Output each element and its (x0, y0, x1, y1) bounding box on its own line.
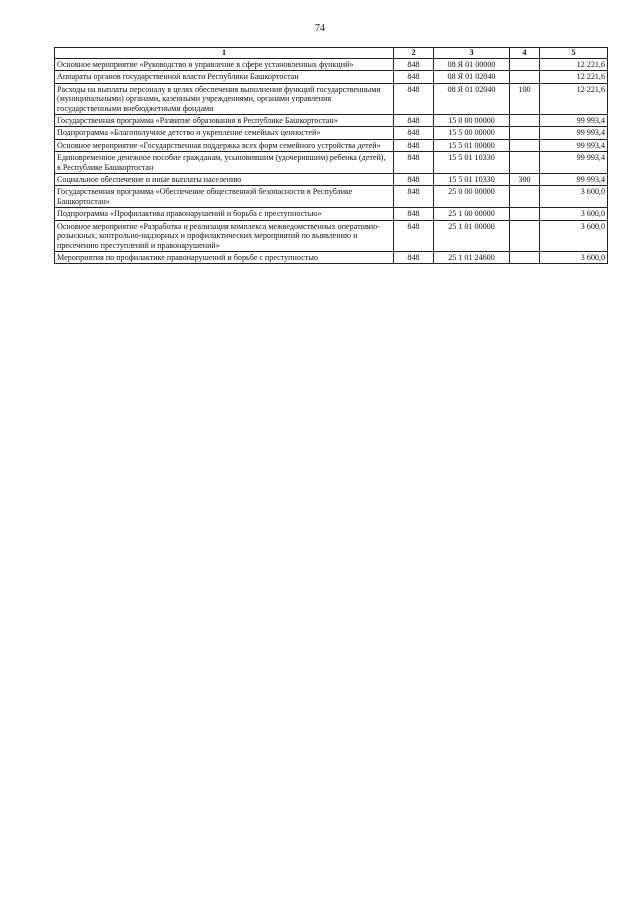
row-name-cell: Единовременное денежное пособие гражданам, усыновившим (удочерившим) ребенка (детей), в Республике Башкортостан (55, 152, 394, 174)
row-expense-type-cell (510, 152, 540, 174)
column-header-2: 2 (394, 48, 434, 59)
row-ministry-code-cell: 848 (394, 251, 434, 263)
row-ministry-code-cell: 848 (394, 152, 434, 174)
row-ministry-code-cell: 848 (394, 220, 434, 251)
row-target-article-cell: 25 1 01 00000 (434, 220, 510, 251)
column-header-5: 5 (540, 48, 608, 59)
table-header-row (55, 48, 608, 59)
table-body (55, 59, 608, 264)
row-amount-cell: 12 221,6 (540, 59, 608, 71)
table-row (55, 251, 608, 263)
row-target-article-cell: 15 5 00 00000 (434, 127, 510, 139)
row-amount-cell: 99 993,4 (540, 139, 608, 151)
budget-table (54, 47, 608, 264)
table-row (55, 186, 608, 208)
row-ministry-code-cell: 848 (394, 71, 434, 83)
row-expense-type-cell (510, 115, 540, 127)
row-ministry-code-cell: 848 (394, 174, 434, 186)
row-name-cell: Социальное обеспечение и иные выплаты населению (55, 174, 394, 186)
table-row (55, 83, 608, 114)
row-name-cell: Подпрограмма «Профилактика правонарушений и борьба с преступностью» (55, 208, 394, 220)
row-amount-cell: 99 993,4 (540, 174, 608, 186)
table-row (55, 139, 608, 151)
row-target-article-cell: 08 Я 01 00000 (434, 59, 510, 71)
table-row (55, 59, 608, 71)
row-expense-type-cell (510, 127, 540, 139)
table-row (55, 115, 608, 127)
row-name-cell: Основное мероприятие «Государственная поддержка всех форм семейного устройства детей» (55, 139, 394, 151)
row-ministry-code-cell: 848 (394, 127, 434, 139)
page-number: 74 (315, 23, 325, 34)
row-target-article-cell: 08 Я 01 02040 (434, 83, 510, 114)
row-amount-cell: 12 221,6 (540, 83, 608, 114)
row-amount-cell: 12 221,6 (540, 71, 608, 83)
row-ministry-code-cell: 848 (394, 59, 434, 71)
row-target-article-cell: 08 Я 01 02040 (434, 71, 510, 83)
table-row (55, 152, 608, 174)
row-expense-type-cell (510, 208, 540, 220)
table-row (55, 220, 608, 251)
row-name-cell: Расходы на выплаты персоналу в целях обеспечения выполнения функций государственными (муниципальными) органами, казенными учреждениями, органами управления государственными внебюджетными фондами (55, 83, 394, 114)
row-target-article-cell: 15 0 00 00000 (434, 115, 510, 127)
row-name-cell: Государственная программа «Обеспечение общественной безопасности в Республике Башкортостан» (55, 186, 394, 208)
row-expense-type-cell: 100 (510, 83, 540, 114)
row-expense-type-cell (510, 251, 540, 263)
row-ministry-code-cell: 848 (394, 208, 434, 220)
row-name-cell: Основное мероприятие «Разработка и реализация комплекса межведомственных оперативно-розыскных, контрольно-надзорных и профилактических мероприятий по выявлению и пресечению преступлений и правонарушений» (55, 220, 394, 251)
row-name-cell: Аппараты органов государственной власти Республики Башкортостан (55, 71, 394, 83)
table-row (55, 174, 608, 186)
row-amount-cell: 3 600,0 (540, 186, 608, 208)
row-ministry-code-cell: 848 (394, 139, 434, 151)
row-amount-cell: 3 600,0 (540, 251, 608, 263)
row-target-article-cell: 15 5 01 00000 (434, 139, 510, 151)
table-row (55, 208, 608, 220)
row-target-article-cell: 15 5 01 10330 (434, 152, 510, 174)
row-amount-cell: 3 600,0 (540, 208, 608, 220)
row-expense-type-cell (510, 71, 540, 83)
row-expense-type-cell (510, 59, 540, 71)
row-target-article-cell: 25 0 00 00000 (434, 186, 510, 208)
row-ministry-code-cell: 848 (394, 186, 434, 208)
row-ministry-code-cell: 848 (394, 115, 434, 127)
row-expense-type-cell: 300 (510, 174, 540, 186)
row-ministry-code-cell: 848 (394, 83, 434, 114)
row-name-cell: Основное мероприятие «Руководство и управление в сфере установленных функций» (55, 59, 394, 71)
row-target-article-cell: 25 1 00 00000 (434, 208, 510, 220)
row-target-article-cell: 25 1 01 24600 (434, 251, 510, 263)
row-expense-type-cell (510, 139, 540, 151)
row-amount-cell: 3 600,0 (540, 220, 608, 251)
row-expense-type-cell (510, 186, 540, 208)
column-header-1: 1 (55, 48, 394, 59)
column-header-4: 4 (510, 48, 540, 59)
row-expense-type-cell (510, 220, 540, 251)
table-row (55, 127, 608, 139)
table-row (55, 71, 608, 83)
column-header-3: 3 (434, 48, 510, 59)
row-name-cell: Подпрограмма «Благополучное детство и укрепление семейных ценностей» (55, 127, 394, 139)
row-amount-cell: 99 993,4 (540, 115, 608, 127)
row-amount-cell: 99 993,4 (540, 127, 608, 139)
row-name-cell: Государственная программа «Развитие образования в Республике Башкортостан» (55, 115, 394, 127)
row-name-cell: Мероприятия по профилактике правонарушений и борьбе с преступностью (55, 251, 394, 263)
row-target-article-cell: 15 5 01 10330 (434, 174, 510, 186)
row-amount-cell: 99 993,4 (540, 152, 608, 174)
